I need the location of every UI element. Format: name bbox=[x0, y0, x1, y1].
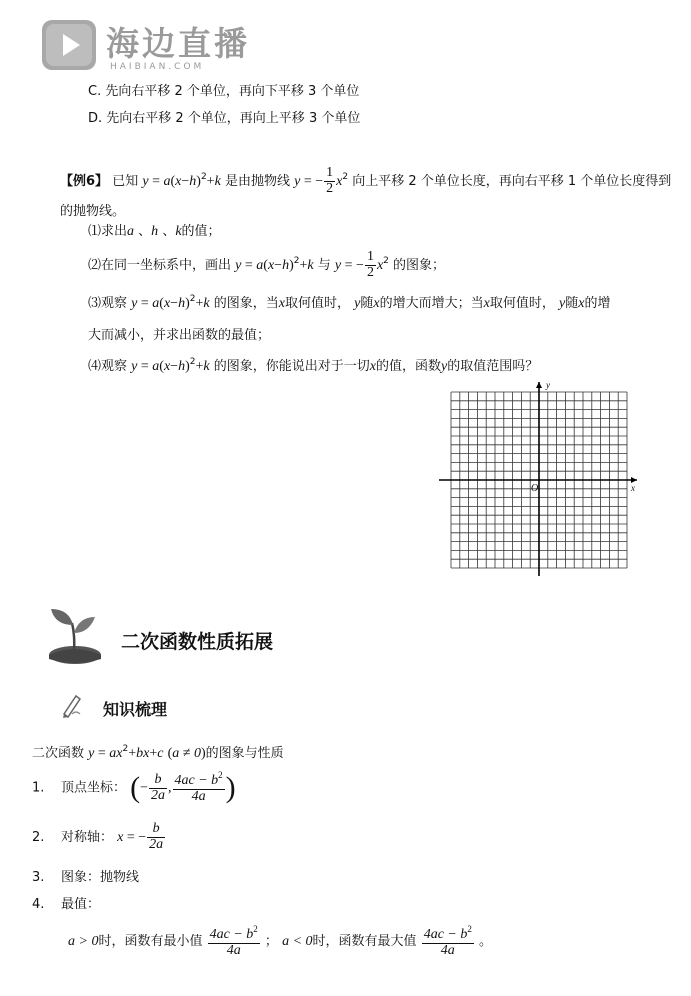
item-axis: 2. 对称轴： x = − $\frac{b}{2a}$ bbox=[32, 821, 164, 852]
option-c: C. 先向右平移 2 个单位，再向下平移 3 个单位 bbox=[88, 84, 360, 99]
example-tag: 【例6】 bbox=[60, 174, 109, 189]
section-title: 二次函数性质拓展 bbox=[121, 631, 274, 653]
extremum-values: a > 0时，函数有最小值 $\frac{4ac - b^2}{4a}$ ； a < 0时，函数有最大值 $\frac{4ac - b^2}{4a}$ 。 bbox=[68, 923, 493, 958]
question-3: ⑶观察 $y = a(x-h)^2+k$ 的图象，当x取何值时， y随x的增大而增大；当x取何值时， y随x的增 bbox=[88, 294, 611, 311]
x-axis-label: x bbox=[631, 483, 635, 493]
item-extremum: 4. 最值： bbox=[32, 897, 100, 912]
coordinate-grid bbox=[435, 380, 645, 580]
pen-icon bbox=[60, 692, 84, 718]
play-icon bbox=[40, 16, 98, 74]
question-3-cont: 大而减小，并求出函数的最值； bbox=[88, 328, 271, 343]
origin-label: O bbox=[531, 483, 539, 494]
example6-intro-cont: 的抛物线。 bbox=[60, 204, 126, 219]
option-d: D. 先向右平移 2 个单位，再向上平移 3 个单位 bbox=[88, 111, 361, 126]
question-1: ⑴求出a 、h 、k的值； bbox=[88, 224, 221, 239]
item-vertex: 1. 顶点坐标： (− $\frac{b}{2a}$ , $\frac{4ac - b^2}{4a}$ ) bbox=[32, 770, 236, 804]
sprout-icon bbox=[45, 605, 105, 667]
question-4: ⑷观察 $y = a(x-h)^2+k$ 的图象，你能说出对于一切x的值，函数y的取值范围吗？ bbox=[88, 357, 539, 374]
logo-name: 海边直播 bbox=[106, 24, 250, 63]
knowledge-heading bbox=[60, 692, 260, 722]
logo-url: HAIBIAN.COM bbox=[110, 62, 205, 72]
item-graph: 3. 图象：抛物线 bbox=[32, 870, 139, 885]
knowledge-intro: 二次函数 $y = ax^2+bx+c$ (a ≠ 0)的图象与性质 bbox=[32, 744, 284, 761]
y-axis-label: y bbox=[546, 380, 550, 390]
logo bbox=[40, 16, 270, 76]
y-axis-arrow bbox=[536, 382, 542, 388]
question-2: ⑵在同一坐标系中，画出 $y = a(x-h)^2+k$ 与 y = − $\frac{1}{2}$ $x^2$ 的图象； bbox=[88, 249, 446, 280]
knowledge-title: 知识梳理 bbox=[103, 700, 168, 719]
example6-intro: 【例6】 已知 $y = a(x-h)^2+k$ 是由抛物线 y = − $\frac{1}{2}$ $x^2$ 向上平移 2 个单位长度，再向右平移 1 个单位长度得到 bbox=[60, 165, 672, 196]
section-heading bbox=[45, 605, 445, 670]
